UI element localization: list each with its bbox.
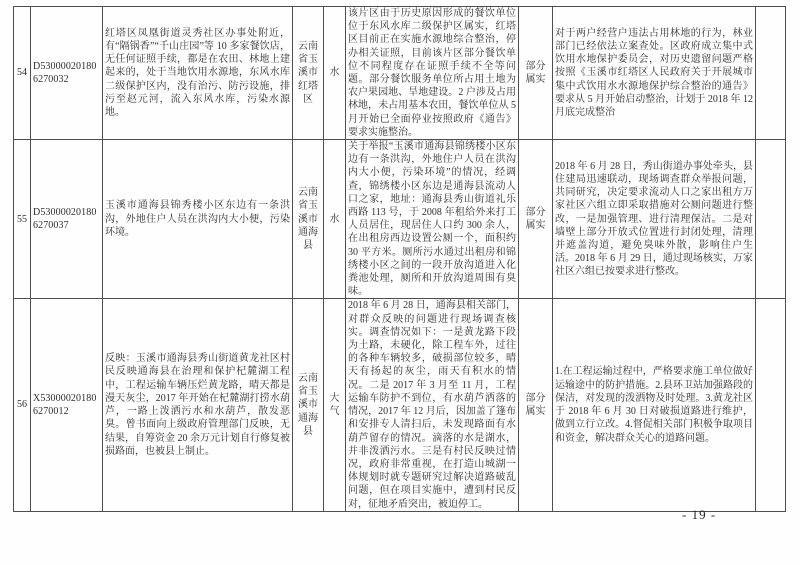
administrative-region: 云南省玉溪市通海县 xyxy=(293,299,324,511)
investigation-findings: 2018 年 6 月 28 日，通海县相关部门，对群众反映的问题进行现场调查核实。调查情况如下：一是黄龙路下段为土路，未硬化，除工程车外，过往的各种车辆较多，破损部位较多，晴天有扬起的灰尘，雨天有积水的情况。二是 2017 年 3 月至 11 月，工程运输车防护不到位，有水葫芦洒落的情况，2017 年 12 月后，因加盖了篷布和安排专人清扫后，未发现路面有水葫芦留存的情况。滴落的水是湖水，并非泼洒污水。三是有村民反映过情况，政府非常重视，在打造山城湖一体规划时就专题研究过解决道路破乱问题，但在项目实施中，遭到村民反对，征地矛盾突出，被迫停工。 xyxy=(346,299,519,511)
investigation-findings: 该片区由于历史原因形成的餐饮单位位于东风水库二级保护区属实，红塔区目前正在实施水源地综合整治，停办相关证照，目前该片区部分餐饮单位不同程度存在证照手续不全等问题。部分餐饮服务单位所占用土地为农户果园地、旱地建设。2 户涉及占用林地，未占用基本农田，餐饮单位从 5 月开始已全面停业按照政府《通告》要求实施整治。 xyxy=(346,7,519,140)
table-row xyxy=(14,299,786,511)
verified-status: 部分属实 xyxy=(519,7,553,140)
pollution-type: 水 xyxy=(324,140,346,299)
serial-number: 56 xyxy=(14,299,31,511)
remark xyxy=(756,299,786,511)
pollution-type: 水 xyxy=(324,7,346,140)
acceptance-number: D530000201806270032 xyxy=(31,7,103,140)
remark xyxy=(756,7,786,140)
handling-rectification: 2018 年 6 月 28 日，秀山街道办事处牵头，县住建局迅速联动，现场调查群众举报问题，共同研究，决定要求流动人口之家出租方万家社区六组立即采取措施对公厕问题进行整改，一是加强管理、进行清理保洁。二是对墙壁上部分开放式位置进行封闭处理，清理并遮盖沟道，避免臭味外散，影响住户生活。2018 年 6 月 29 日，通过现场核实，万家社区六组已按要求进行整改。 xyxy=(553,140,756,299)
complaint-summary: 反映：玉溪市通海县秀山街道黄龙社区村民反映通海县在治理和保护杞麓湖工程中，工程运输车辆压烂黄龙路，晴天都是漫天灰尘，2017 年开始在杞麓湖打捞水葫芦，一路上泼洒污水和水葫芦，散发恶臭。曾书面向上级政府管理部门反映，无结果，自筹资金 20 余万元计划自行修复被损路面，也被县上制止。 xyxy=(103,299,293,511)
complaint-summary: 红塔区凤凰街道灵秀社区办事处附近，有“隔锅香”“千山庄园”等 10 多家餐饮店，无任何证照手续，都是在农田、林地上建起来的，处于当地饮用水源地，东风水库二级保护区内，没有治污、防污设施，排污至赵元河，流入东风水库，污染水源地。 xyxy=(103,7,293,140)
serial-number: 54 xyxy=(14,7,31,140)
acceptance-number: D530000201806270037 xyxy=(31,140,103,299)
handling-rectification: 对于两户经营户违法占用林地的行为，林业部门已经依法立案查处。区政府成立集中式饮用水地保护委员会，对历史遗留问题严格按照《玉溪市红塔区人民政府关于开展城市集中式饮用水水源地保护综合整治的通告》要求从 5 月开始启动整治，计划于 2018 年 12 月底完成整治 xyxy=(553,7,756,140)
serial-number: 55 xyxy=(14,140,31,299)
table-row xyxy=(14,7,786,140)
page-number: - 19 - xyxy=(682,507,717,522)
complaint-summary: 玉溪市通海县锦秀楼小区东边有一条洪沟，外地住户人员在洪沟内大小便，污染环境。 xyxy=(103,140,293,299)
remark xyxy=(756,140,786,299)
table-row xyxy=(14,140,786,299)
handling-rectification: 1.在工程运输过程中，严格要求施工单位做好运输途中的防护措施。2.县环卫站加强路段的保洁，对发现的泼洒物及时处理。3.黄龙社区于 2018 年 6 月 30 日对破损道路进行维护，做到立行立改。4.督促相关部门积极争取项目和资金，解决群众关心的道路问题。 xyxy=(553,299,756,511)
investigation-findings: 关于举报“玉溪市通海县锦绣楼小区东边有一条洪沟，外地住户人员在洪沟内大小便，污染环境”的情况，经调查，锦绣楼小区东边是通海县流动人口之家，地址：通海县秀山街道礼乐西路 113 号，于 2008 年租给外来打工人员居住，现居住人口约 300 余人，在出租房西边设置公厕一个，面积约 30 平方米。厕所污水通过出租房和锦绣楼小区之间的一段开放沟道进入化粪池处理，厕所和开放沟道周围有臭味。 xyxy=(346,140,519,299)
administrative-region: 云南省玉溪市红塔区 xyxy=(293,7,324,140)
administrative-region: 云南省玉溪市通海县 xyxy=(293,140,324,299)
pollution-type: 大气 xyxy=(324,299,346,511)
verified-status: 部分属实 xyxy=(519,140,553,299)
verified-status: 部分属实 xyxy=(519,299,553,511)
acceptance-number: X530000201806270012 xyxy=(31,299,103,511)
inspection-report-table xyxy=(13,6,786,512)
